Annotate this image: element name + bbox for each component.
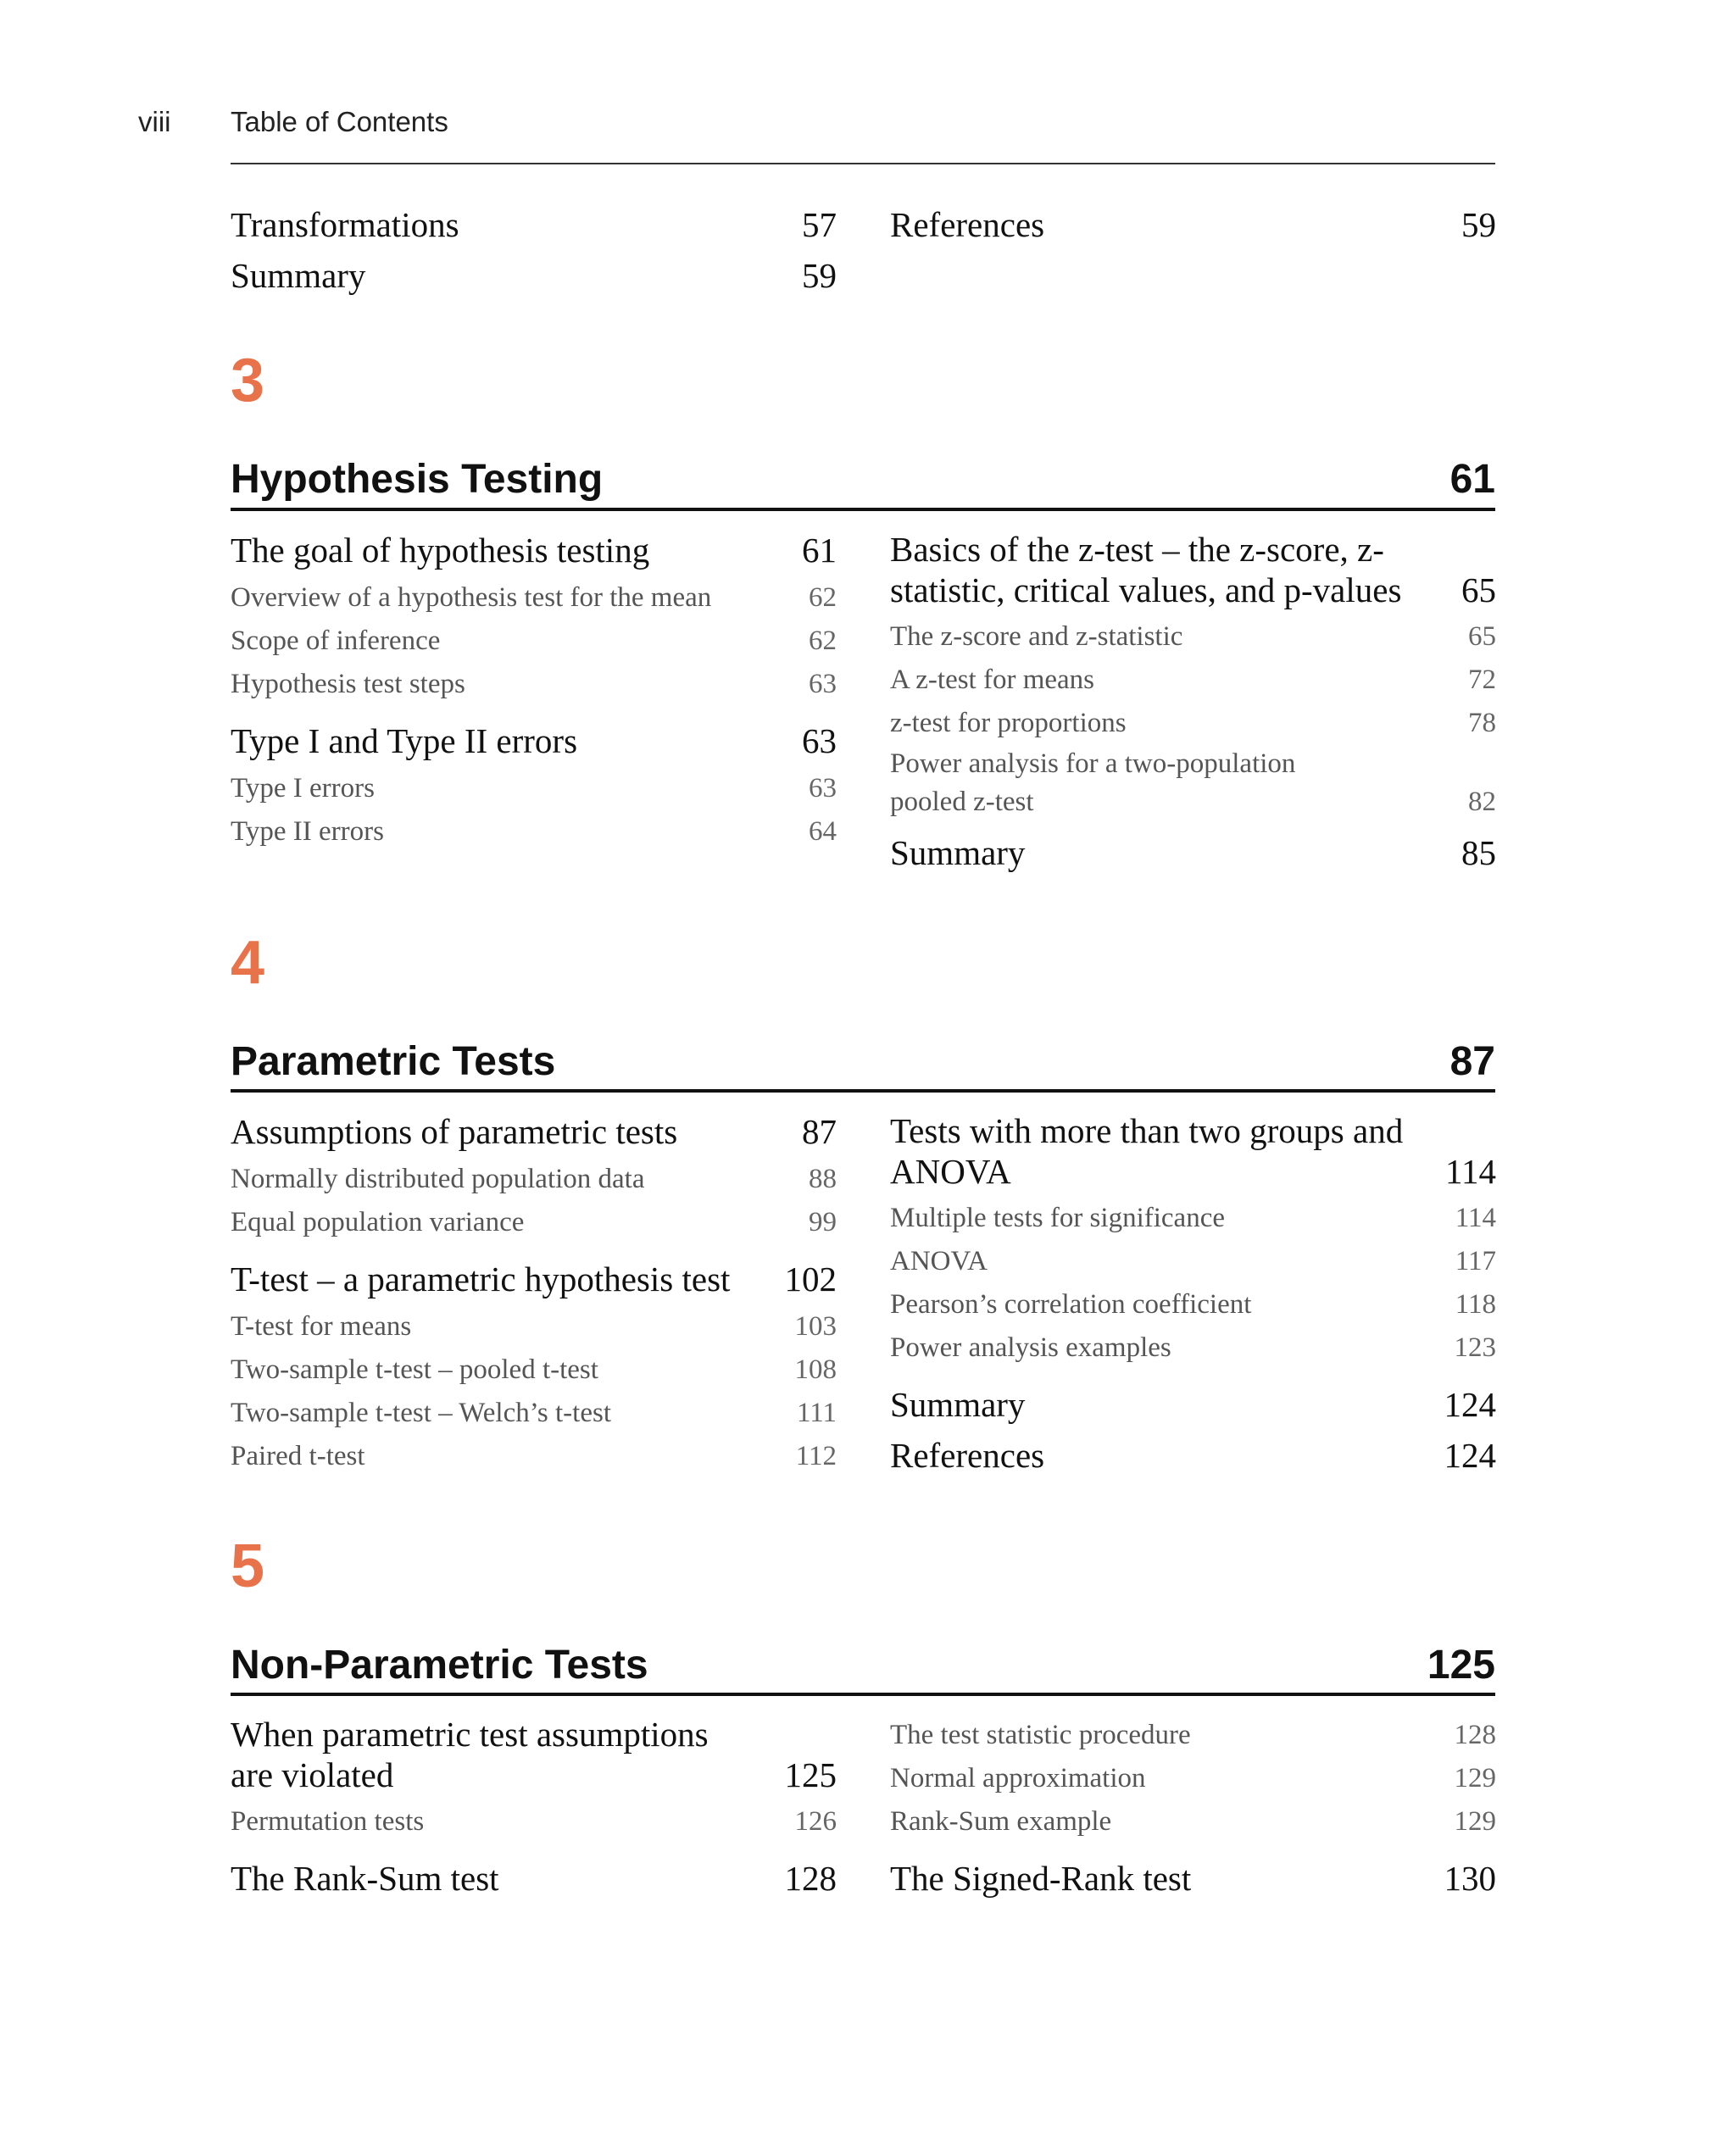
chapter-page: 61 [1449, 457, 1495, 502]
chapter-title[interactable]: Parametric Tests [231, 1039, 556, 1084]
toc-entry-title: Hypothesis test steps [231, 669, 465, 699]
toc-entry[interactable] [231, 203, 837, 254]
toc-entry-title: References [890, 205, 1045, 244]
toc-entry-title: Normal approximation [890, 1763, 1146, 1793]
toc-subsection[interactable] [890, 1800, 1496, 1843]
toc-entry-page: 88 [809, 1164, 837, 1194]
toc-section[interactable] [890, 831, 1496, 874]
chapter-title[interactable]: Non-Parametric Tests [231, 1643, 648, 1688]
toc-entry[interactable] [231, 254, 837, 305]
toc-entry-page: 61 [802, 531, 837, 570]
toc-entry-page: 102 [784, 1260, 837, 1299]
toc-section[interactable] [231, 1714, 837, 1795]
toc-entry-page: 125 [784, 1755, 837, 1794]
toc-entry-page: 65 [1468, 621, 1496, 652]
toc-subsection[interactable] [231, 1392, 837, 1435]
toc-section[interactable] [890, 1383, 1496, 1434]
toc-entry-title: Type I and Type II errors [231, 721, 578, 760]
toc-subsection[interactable] [890, 1714, 1496, 1757]
toc-entry-title: ANOVA [890, 1246, 988, 1276]
toc-subsection[interactable] [231, 767, 837, 810]
toc-entry-title: A z-test for means [890, 665, 1095, 695]
toc-subsection[interactable] [231, 1349, 837, 1392]
toc-section[interactable] [890, 1110, 1496, 1192]
toc-entry-page: 87 [802, 1112, 837, 1151]
toc-entry-page: 59 [802, 256, 837, 295]
toc-entry-page: 114 [1455, 1203, 1496, 1233]
toc-entry-title: Power analysis examples [890, 1332, 1171, 1363]
toc-entry-title: Summary [231, 256, 366, 295]
chapter-number: 5 [231, 1532, 265, 1600]
toc-entry-title: Basics of the z-test – the z-score, z-statistic, critical values, and p-values [890, 530, 1402, 609]
toc-column-left [231, 529, 837, 854]
toc-section[interactable] [231, 720, 837, 767]
toc-entry-page: 129 [1454, 1806, 1496, 1837]
chapter-page: 87 [1449, 1039, 1495, 1084]
toc-entry-title: Transformations [231, 205, 459, 244]
chapter-title[interactable]: Hypothesis Testing [231, 457, 604, 502]
toc-entry-page: 126 [794, 1806, 837, 1837]
toc-entry-page: 62 [809, 626, 837, 656]
toc-entry-page: 114 [1445, 1152, 1496, 1191]
toc-subsection[interactable] [890, 745, 1496, 821]
toc-entry-page: 111 [796, 1398, 837, 1428]
toc-entry-title: When parametric test assumptions are violated [231, 1715, 709, 1794]
toc-subsection[interactable] [890, 1283, 1496, 1326]
toc-entry[interactable] [890, 203, 1496, 254]
toc-section[interactable] [231, 1258, 837, 1305]
toc-entry-title: Summary [890, 833, 1026, 872]
toc-entry-title: Paired t-test [231, 1441, 365, 1471]
toc-entry-title: Assumptions of parametric tests [231, 1112, 678, 1151]
toc-entry-page: 63 [809, 669, 837, 699]
header-rule [231, 163, 1495, 164]
toc-entry-title: T-test for means [231, 1311, 412, 1342]
toc-entry-title: Two-sample t-test – pooled t-test [231, 1354, 598, 1385]
toc-entry-title: Permutation tests [231, 1806, 425, 1837]
chapter-rule [231, 508, 1495, 511]
toc-entry-page: 57 [802, 205, 837, 244]
toc-entry-page: 128 [1454, 1720, 1496, 1750]
toc-entry-page: 85 [1461, 833, 1496, 872]
chapter-number: 4 [231, 929, 265, 997]
toc-entry-page: 129 [1454, 1763, 1496, 1793]
toc-entry-page: 72 [1468, 665, 1496, 695]
toc-entry-title: Scope of inference [231, 626, 441, 656]
toc-column-right [890, 1714, 1496, 1899]
toc-entry-title: Tests with more than two groups and ANOVA [890, 1111, 1404, 1191]
chapter-number: 3 [231, 347, 265, 414]
toc-entry-page: 59 [1461, 205, 1496, 244]
toc-section[interactable] [231, 529, 837, 576]
toc-section[interactable] [231, 1110, 837, 1158]
toc-entry-title: Type II errors [231, 816, 384, 847]
toc-entry-page: 63 [802, 721, 837, 760]
toc-subsection[interactable] [231, 1158, 837, 1201]
chapter-page: 125 [1427, 1643, 1495, 1688]
toc-entry-page: 82 [1468, 787, 1496, 817]
page-number: viii [138, 106, 171, 137]
toc-entry-page: 112 [795, 1441, 837, 1471]
toc-subsection[interactable] [231, 1305, 837, 1349]
toc-entry-title: Equal population variance [231, 1207, 525, 1237]
toc-section[interactable] [890, 529, 1496, 610]
toc-column-left [231, 1110, 837, 1478]
toc-entry-page: 130 [1444, 1859, 1496, 1898]
toc-column-top-right [890, 203, 1496, 254]
toc-entry-page: 124 [1444, 1385, 1496, 1424]
toc-subsection[interactable] [231, 1201, 837, 1244]
running-title: Table of Contents [231, 106, 448, 137]
toc-entry-page: 64 [809, 816, 837, 847]
toc-entry-title: Rank-Sum example [890, 1806, 1112, 1837]
toc-section[interactable] [890, 1434, 1496, 1485]
toc-entry-title: Normally distributed population data [231, 1164, 645, 1194]
toc-subsection[interactable] [890, 1240, 1496, 1283]
toc-entry-title: The z-score and z-statistic [890, 621, 1183, 652]
toc-entry-page: 62 [809, 582, 837, 613]
chapter-rule [231, 1089, 1495, 1093]
toc-entry-title: The test statistic procedure [890, 1720, 1191, 1750]
toc-entry-page: 128 [784, 1859, 837, 1898]
toc-entry-page: 124 [1444, 1436, 1496, 1475]
toc-subsection[interactable] [890, 702, 1496, 745]
toc-entry-title: Type I errors [231, 773, 375, 804]
toc-subsection[interactable] [890, 615, 1496, 659]
toc-entry-page: 118 [1455, 1289, 1496, 1320]
toc-entry-title: Multiple tests for significance [890, 1203, 1225, 1233]
toc-subsection[interactable] [890, 659, 1496, 702]
chapter-rule [231, 1693, 1495, 1696]
toc-entry-page: 65 [1461, 570, 1496, 609]
toc-entry-title: Overview of a hypothesis test for the mean [231, 582, 712, 613]
toc-entry-page: 103 [794, 1311, 837, 1342]
toc-subsection[interactable] [231, 810, 837, 854]
toc-subsection[interactable] [890, 1326, 1496, 1370]
toc-entry-page: 78 [1468, 708, 1496, 738]
toc-entry-title: The Rank-Sum test [231, 1859, 499, 1898]
toc-entry-title: The goal of hypothesis testing [231, 531, 650, 570]
toc-section[interactable] [890, 1857, 1496, 1899]
toc-entry-title: Two-sample t-test – Welch’s t-test [231, 1398, 611, 1428]
toc-subsection[interactable] [890, 1757, 1496, 1800]
toc-entry-title: The Signed-Rank test [890, 1859, 1192, 1898]
toc-subsection[interactable] [231, 663, 837, 706]
toc-entry-title: References [890, 1436, 1045, 1475]
toc-section[interactable] [231, 1857, 837, 1899]
toc-subsection[interactable] [231, 620, 837, 663]
toc-entry-page: 63 [809, 773, 837, 804]
toc-entry-title: Summary [890, 1385, 1026, 1424]
toc-column-top-left [231, 203, 837, 305]
toc-entry-title: z-test for proportions [890, 708, 1127, 738]
toc-entry-title: Pearson’s correlation coefficient [890, 1289, 1252, 1320]
toc-subsection[interactable] [231, 1435, 837, 1478]
toc-column-right [890, 1110, 1496, 1485]
toc-column-right [890, 529, 1496, 874]
toc-subsection[interactable] [231, 1800, 837, 1843]
toc-entry-page: 117 [1455, 1246, 1496, 1276]
toc-entry-page: 108 [794, 1354, 837, 1385]
toc-subsection[interactable] [231, 576, 837, 620]
toc-entry-title: T-test – a parametric hypothesis test [231, 1260, 731, 1299]
toc-entry-page: 123 [1454, 1332, 1496, 1363]
toc-entry-page: 99 [809, 1207, 837, 1237]
toc-column-left [231, 1714, 837, 1899]
toc-subsection[interactable] [890, 1197, 1496, 1240]
toc-entry-title: Power analysis for a two-population pooled z-test [890, 748, 1296, 817]
